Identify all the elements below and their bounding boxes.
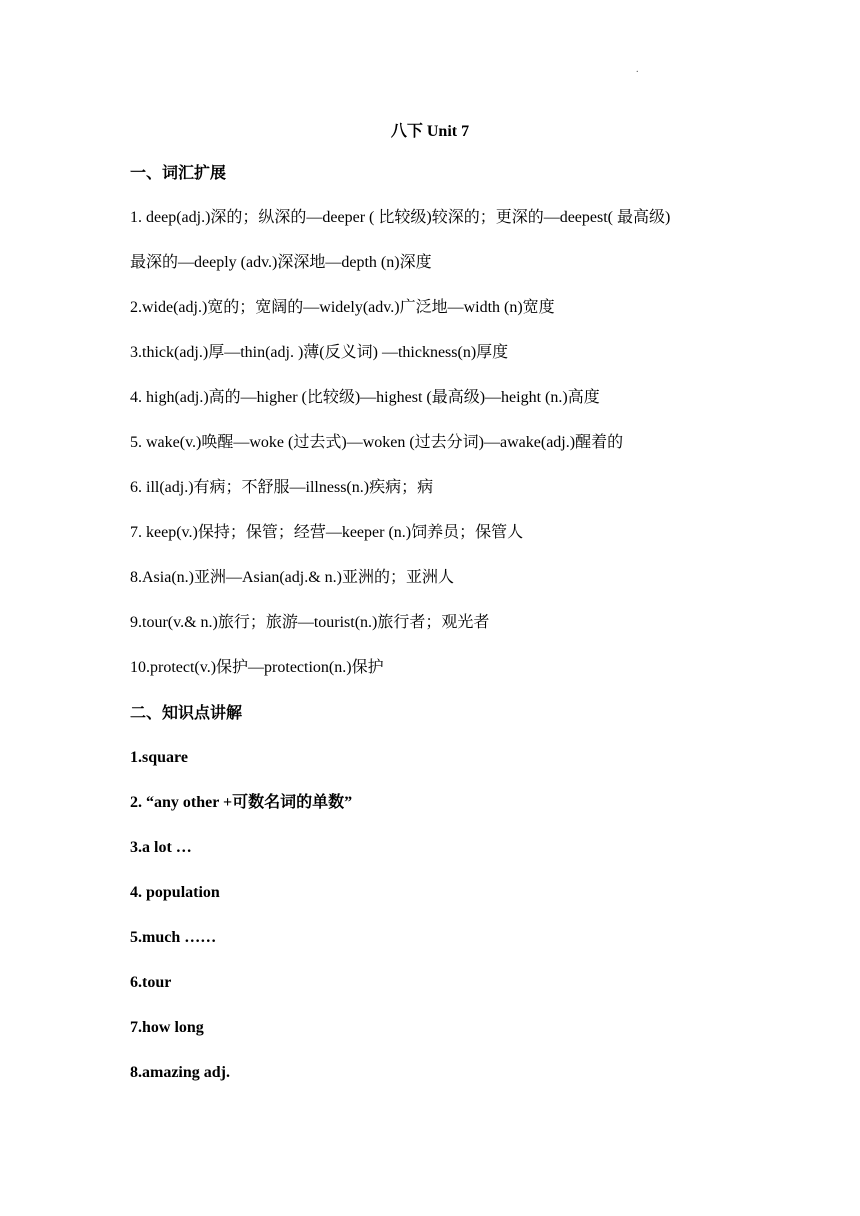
vocab-line: 3.thick(adj.)厚—thin(adj. )薄(反义词) —thickness(n)厚度	[130, 344, 509, 361]
vocab-line: 5. wake(v.)唤醒—woke (过去式)—woken (过去分词)—awake(adj.)醒着的	[130, 434, 624, 451]
knowledge-point: 1.square	[130, 749, 188, 766]
page-mark: .	[636, 64, 639, 75]
vocab-line: 9.tour(v.& n.)旅行；旅游—tourist(n.)旅行者；观光者	[130, 614, 490, 631]
vocab-line: 4. high(adj.)高的—higher (比较级)—highest (最高级)—height (n.)高度	[130, 389, 600, 406]
vocab-line: 10.protect(v.)保护—protection(n.)保护	[130, 659, 384, 676]
knowledge-point: 4. population	[130, 884, 220, 901]
vocab-line: 最深的—deeply (adv.)深深地—depth (n)深度	[130, 254, 432, 271]
vocab-line: 6. ill(adj.)有病；不舒服—illness(n.)疾病；病	[130, 479, 434, 496]
knowledge-point: 3.a lot …	[130, 839, 192, 856]
knowledge-point: 6.tour	[130, 974, 172, 991]
section-heading-vocabulary: 一、词汇扩展	[130, 163, 227, 182]
page-title: 八下 Unit 7	[390, 123, 470, 140]
vocab-line: 2.wide(adj.)宽的；宽阔的—widely(adv.)广泛地—width (n)宽度	[130, 299, 555, 316]
knowledge-point: 8.amazing adj.	[130, 1064, 230, 1081]
knowledge-point: 5.much ……	[130, 929, 217, 946]
vocab-line: 7. keep(v.)保持；保管；经营—keeper (n.)饲养员；保管人	[130, 524, 524, 541]
section-heading-knowledge-points: 二、知识点讲解	[130, 703, 243, 722]
knowledge-point: 2. “any other +可数名词的单数”	[130, 794, 353, 811]
vocab-line: 1. deep(adj.)深的；纵深的—deeper ( 比较级)较深的；更深的—deepest( 最高级)	[130, 209, 671, 226]
vocab-line: 8.Asia(n.)亚洲—Asian(adj.& n.)亚洲的；亚洲人	[130, 569, 454, 586]
knowledge-point: 7.how long	[130, 1019, 204, 1036]
